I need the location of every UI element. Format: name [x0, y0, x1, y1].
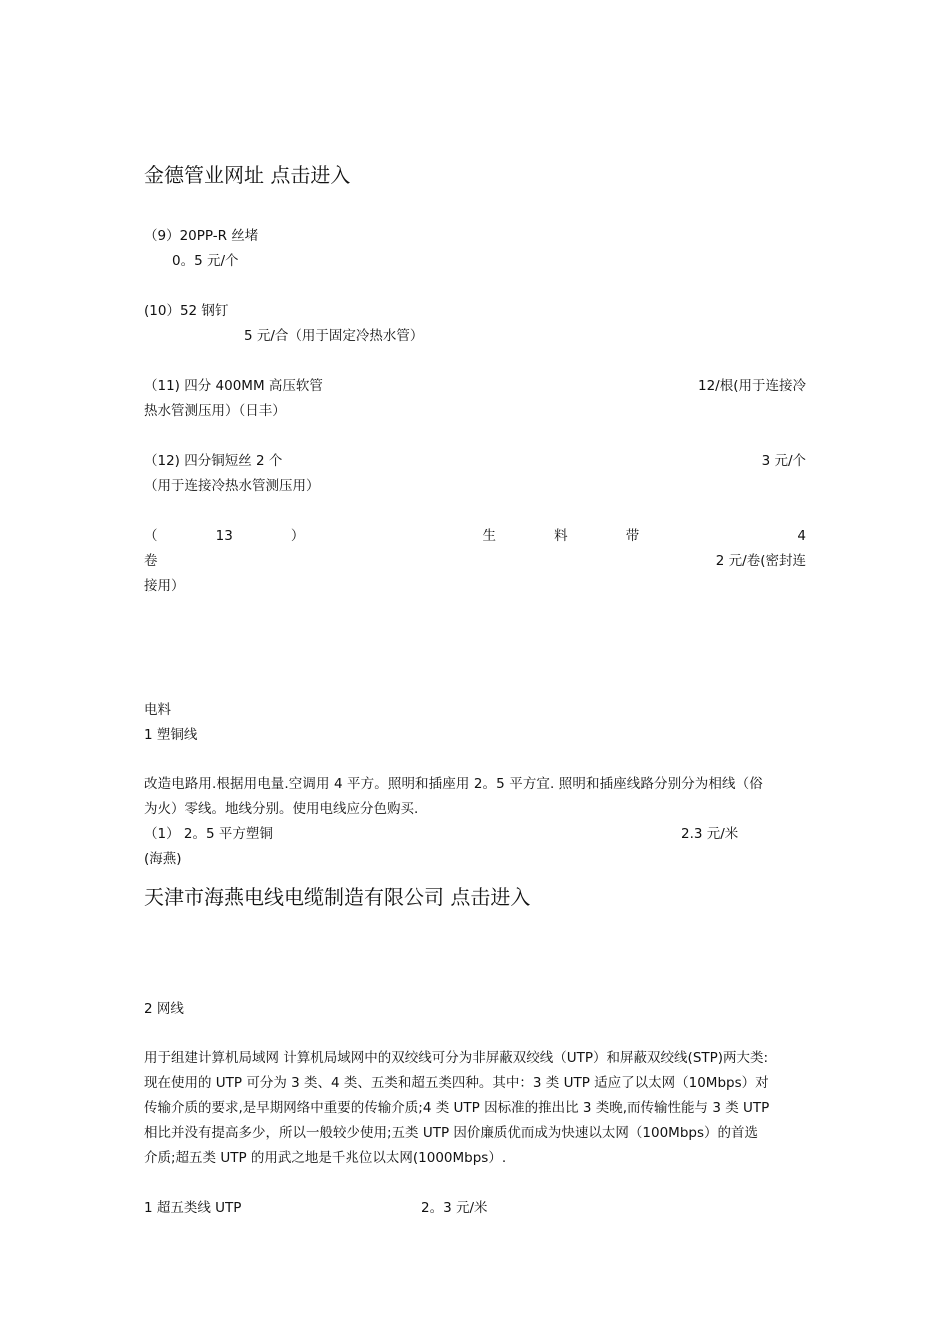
- heading-jinde: [144, 162, 350, 188]
- electric-item-name: （1） 2。5 平方塑铜: [144, 826, 273, 842]
- item-11-cont: 热水管测压用）（日丰）: [144, 403, 286, 419]
- network-para-line: 现在使用的 UTP 可分为 3 类、4 类、五类和超五类四种。其中：3 类 UTP 适应了以太网（10Mbps）对: [144, 1075, 769, 1091]
- item-13-line2-right: 2 元/卷(密封连: [715, 553, 806, 569]
- item-13-part: ）: [290, 528, 305, 544]
- network-item-name: 1 超五类线 UTP: [144, 1200, 242, 1216]
- network-para-line: 传输介质的要求,是早期网络中重要的传输介质;4 类 UTP 因标准的推出比 3 类晚,而传输性能与 3 类 UTP: [144, 1100, 770, 1116]
- network-item-price: 2。3 元/米: [421, 1200, 488, 1216]
- network-title: 2 网线: [144, 1001, 184, 1017]
- item-10-price: 5 元/合（用于固定冷热水管）: [244, 328, 424, 344]
- network-para-line: 相比并没有提高多少，所以一般较少使用;五类 UTP 因价廉质优而成为快速以太网（100Mbps）的首选: [144, 1125, 758, 1141]
- item-12-name: （12) 四分铜短丝 2 个: [144, 453, 283, 469]
- item-13-part: 料: [554, 528, 568, 544]
- item-13-line3: 接用）: [144, 578, 185, 594]
- electric-item-price: 2.3 元/米: [681, 826, 739, 842]
- item-12-price: 3 元/个: [761, 453, 806, 469]
- item-13-part: 生: [482, 528, 497, 544]
- electric-sub: 1 塑铜线: [144, 727, 198, 743]
- item-13-part: （: [144, 528, 158, 544]
- heading-haiyan-text: 天津市海燕电线电缆制造有限公司: [144, 885, 444, 909]
- item-13-part: 13: [215, 528, 233, 544]
- item-12-cont: （用于连接冷热水管测压用）: [144, 478, 320, 494]
- electric-item-brand: (海燕): [144, 851, 182, 867]
- item-9-name: （9）20PP-R 丝堵: [144, 228, 259, 244]
- electric-desc-2: 为火）零线。地线分别。使用电线应分色购买.: [144, 801, 419, 817]
- heading-jinde-text: 金德管业网址: [144, 163, 264, 187]
- electric-title: 电料: [144, 702, 171, 718]
- electric-desc-1: 改造电路用.根据用电量.空调用 4 平方。照明和插座用 2。5 平方宜. 照明和插座线路分别分为相线（俗: [144, 776, 763, 792]
- item-13-part: 4: [797, 528, 806, 544]
- item-11-name: （11) 四分 400MM 高压软管: [144, 378, 323, 394]
- item-11-price: 12/根(用于连接冷: [698, 378, 806, 394]
- heading-haiyan: [144, 884, 530, 910]
- haiyan-enter-link[interactable]: 点击进入: [450, 885, 531, 909]
- jinde-enter-link[interactable]: 点击进入: [270, 163, 351, 187]
- item-13-line1: [144, 527, 806, 545]
- network-para-line: 介质;超五类 UTP 的用武之地是千兆位以太网(1000Mbps）.: [144, 1150, 507, 1166]
- item-13-line2-left: 卷: [144, 553, 158, 569]
- item-13-part: 带: [625, 528, 640, 544]
- network-para-line: 用于组建计算机局域网 计算机局域网中的双绞线可分为非屏蔽双绞线（UTP）和屏蔽双绞线(STP)两大类:: [144, 1050, 769, 1066]
- item-9-price: 0。5 元/个: [172, 253, 239, 269]
- item-10-name: (10）52 钢钉: [144, 303, 229, 319]
